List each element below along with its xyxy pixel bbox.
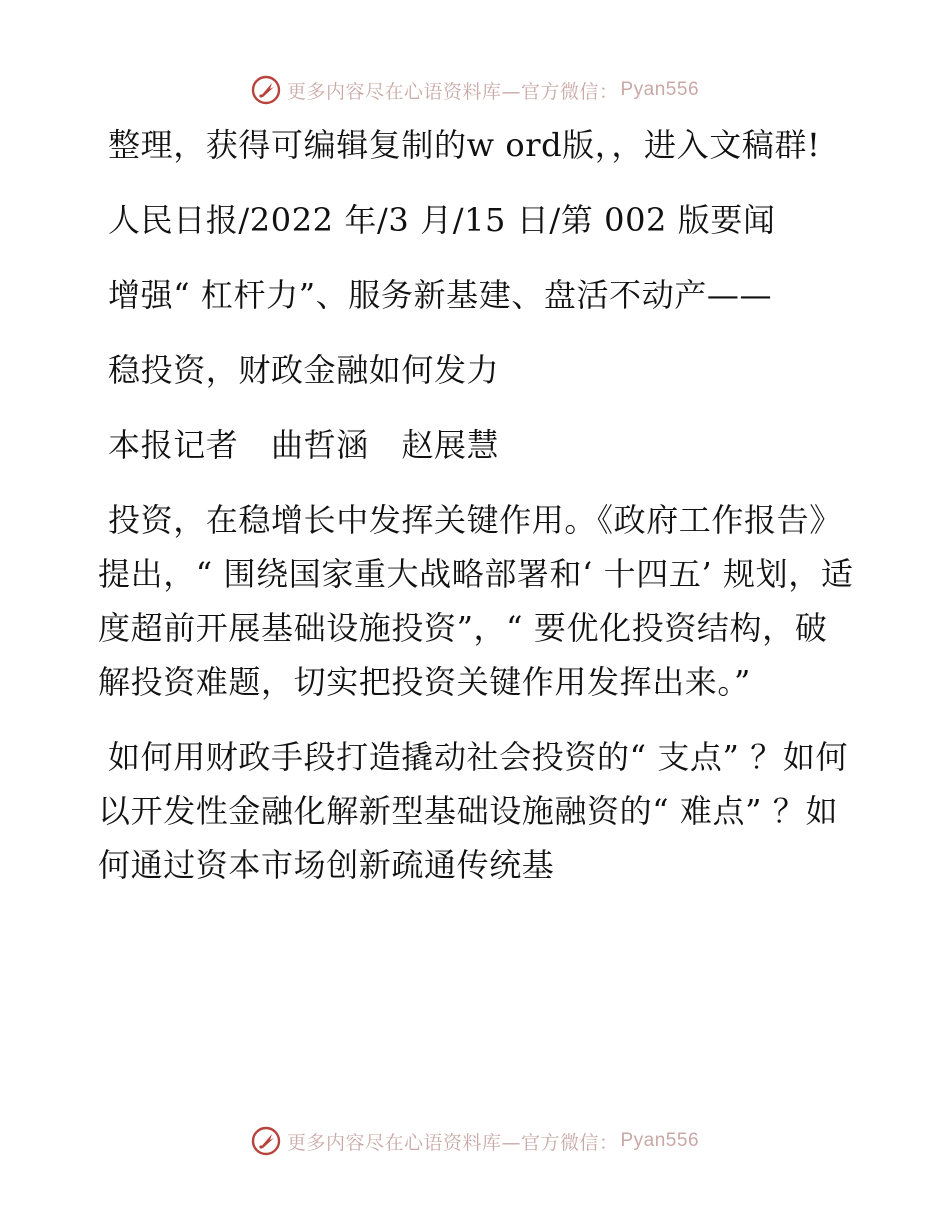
paragraph: 人民日报/2022 年/3 月/15 日/第 002 版要闻 [108, 201, 776, 239]
watermark-text: 更多内容尽在心语资料库—官方微信： [286, 1131, 619, 1154]
paragraph: 本报记者 曲哲涵 赵展慧 [108, 426, 500, 464]
watermark-contact: Pyan556 [620, 1130, 700, 1151]
paragraph: 投资，在稳增长中发挥关键作用。《政府工作报告》提出，“ 围绕国家重大战略部署和‘ 十四五’ 规划，适度超前开展基础设施投资”，“ 要优化投资结构，破解投资难题，切实把投资关键作用发挥出来。” [98, 501, 854, 701]
paragraph: 整理，获得可编辑复制的w ord版，，进入文稿群! [108, 126, 821, 164]
watermark-contact: Pyan556 [620, 79, 700, 100]
document-body [98, 118, 858, 913]
header-watermark [0, 72, 950, 108]
feather-seal-icon [251, 75, 281, 105]
paragraph: 稳投资，财政金融如何发力 [108, 351, 500, 389]
footer-watermark [0, 1123, 950, 1159]
paragraph: 增强“ 杠杆力”、服务新基建、盘活不动产—— [108, 276, 773, 314]
watermark-text: 更多内容尽在心语资料库—官方微信： [286, 80, 619, 103]
feather-seal-icon [251, 1126, 281, 1156]
paragraph: 如何用财政手段打造撬动社会投资的“ 支点” ？如何以开发性金融化解新型基础设施融资的“ 难点” ？如何通过资本市场创新疏通传统基 [98, 738, 849, 884]
